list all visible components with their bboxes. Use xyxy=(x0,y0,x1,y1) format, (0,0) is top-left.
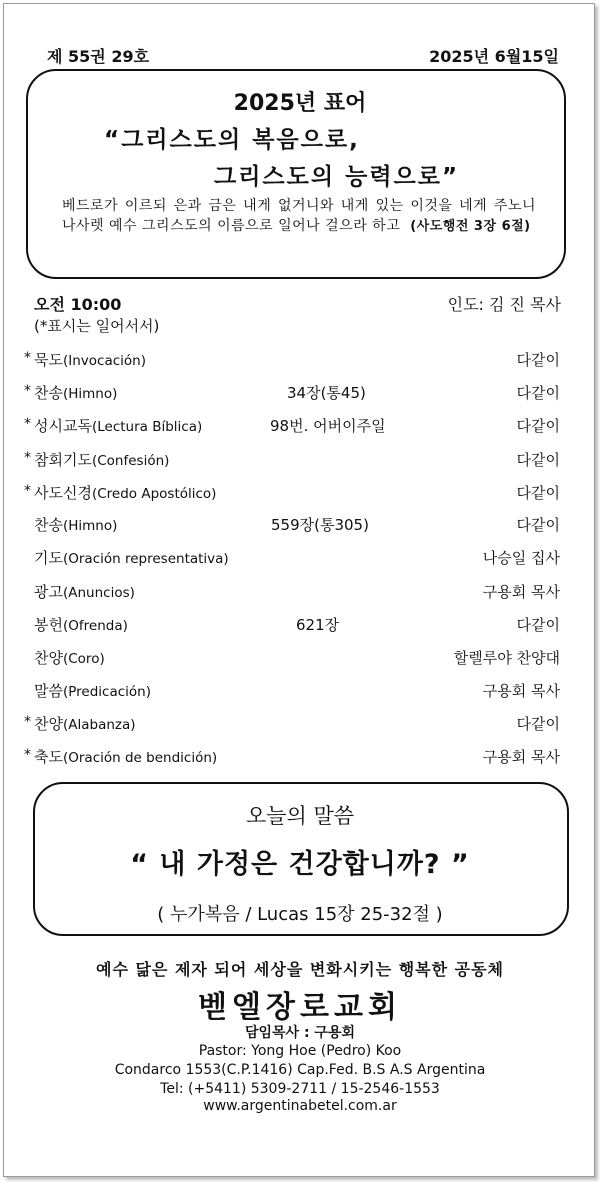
service-time: 오전 10:00 xyxy=(34,295,122,314)
worship-item-leader: 구용회 목사 xyxy=(482,583,560,601)
sermon-reference: ( 누가복음 / Lucas 15장 25-32절 ) xyxy=(157,904,443,925)
worship-item-korean: 성시교독 xyxy=(34,417,92,435)
pastor-name-en: Pastor: Yong Hoe (Pedro) Koo xyxy=(198,1043,402,1059)
worship-item xyxy=(0,614,600,638)
worship-item-name xyxy=(34,680,151,701)
worship-item-spanish: (Oración representativa) xyxy=(62,551,229,567)
worship-item xyxy=(0,415,600,439)
motto-verse-text: 베드로가 이르되 은과 금은 내게 없거니와 내게 있는 이것을 네게 주노니 나사렛 예수 그리스도의 이름으로 일어나 걸으라 하고 xyxy=(62,198,536,234)
worship-item-korean: 찬송 xyxy=(34,384,63,402)
standing-marker: * xyxy=(24,450,31,466)
worship-item-korean: 묵도 xyxy=(34,351,63,369)
worship-item-leader: 구용회 목사 xyxy=(482,748,560,766)
standing-marker: * xyxy=(24,714,31,730)
worship-item-name xyxy=(34,349,146,370)
motto-verse xyxy=(62,196,536,237)
worship-item-leader: 다같이 xyxy=(516,417,560,435)
church-mission: 예수 닮은 제자 되어 세상을 변화시키는 행복한 공동체 xyxy=(95,960,505,979)
worship-item-leader: 할렐루야 찬양대 xyxy=(453,649,560,667)
worship-item xyxy=(0,482,600,506)
sermon-title: “ 내 가정은 건강합니까? ” xyxy=(130,849,470,880)
senior-pastor: 담임목사 : 구용회 xyxy=(244,1025,355,1041)
worship-item-korean: 말씀 xyxy=(34,682,63,700)
church-phone: Tel: (+5411) 5309-2711 / 15-2546-1553 xyxy=(160,1081,440,1097)
standing-marker: * xyxy=(24,483,31,499)
worship-item-spanish: (Predicación) xyxy=(62,684,151,700)
worship-item-leader: 다같이 xyxy=(516,484,560,502)
worship-item xyxy=(0,746,600,770)
worship-item-name xyxy=(34,449,169,470)
worship-item-name xyxy=(34,746,217,767)
worship-item-korean: 사도신경 xyxy=(34,484,92,502)
bulletin-date: 2025년 6월15일 xyxy=(429,47,559,66)
worship-item xyxy=(0,514,600,538)
worship-item-name xyxy=(34,514,117,535)
worship-item xyxy=(0,547,600,571)
worship-item-spanish: (Himno) xyxy=(62,518,118,534)
motto-line-2: 그리스도의 능력으로” xyxy=(214,164,460,190)
worship-item-leader: 다같이 xyxy=(516,384,560,402)
worship-item-name xyxy=(34,614,128,635)
worship-item-spanish: (Confesión) xyxy=(91,453,170,469)
worship-item-spanish: (Oración de bendición) xyxy=(62,750,218,766)
worship-item-spanish: (Himno) xyxy=(62,386,118,402)
standing-note: (*표시는 일어서서) xyxy=(34,317,160,335)
worship-item-leader: 다같이 xyxy=(516,516,560,534)
church-website: www.argentinabetel.com.ar xyxy=(203,1098,397,1114)
worship-item-leader: 나승일 집사 xyxy=(482,549,560,567)
church-name: 벧엘장로교회 xyxy=(198,990,402,1025)
worship-item-leader: 다같이 xyxy=(516,451,560,469)
standing-marker: * xyxy=(24,350,31,366)
worship-item xyxy=(0,647,600,671)
service-leader: 인도: 김 진 목사 xyxy=(447,295,561,314)
worship-item-korean: 봉헌 xyxy=(34,616,63,634)
standing-marker: * xyxy=(24,416,31,432)
worship-item-name xyxy=(34,415,202,436)
worship-item-korean: 찬양 xyxy=(34,715,63,733)
worship-item-leader: 다같이 xyxy=(516,715,560,733)
worship-item-leader: 구용회 목사 xyxy=(482,682,560,700)
worship-item-korean: 참회기도 xyxy=(34,451,92,469)
worship-item-spanish: (Ofrenda) xyxy=(62,618,128,634)
standing-marker: * xyxy=(24,383,31,399)
worship-item-spanish: (Lectura Bíblica) xyxy=(91,419,203,435)
worship-item-spanish: (Anuncios) xyxy=(62,585,135,601)
worship-item xyxy=(0,349,600,373)
worship-item-korean: 찬송 xyxy=(34,516,63,534)
worship-item-name xyxy=(34,547,229,568)
worship-item-name xyxy=(34,482,216,503)
worship-item-korean: 광고 xyxy=(34,583,63,601)
worship-item-detail: 621장 xyxy=(296,616,340,634)
worship-item-detail: 559장(통305) xyxy=(271,516,369,534)
worship-item-leader: 다같이 xyxy=(516,616,560,634)
worship-item-leader: 다같이 xyxy=(516,351,560,369)
volume-number: 제 55권 29호 xyxy=(47,47,150,66)
worship-item-korean: 축도 xyxy=(34,748,63,766)
worship-item-name xyxy=(34,713,136,734)
worship-item xyxy=(0,449,600,473)
worship-item-name xyxy=(34,647,105,668)
sermon-heading: 오늘의 말씀 xyxy=(245,804,355,828)
worship-item xyxy=(0,581,600,605)
worship-item-detail: 98번. 어버이주일 xyxy=(270,417,386,435)
worship-item-korean: 찬양 xyxy=(34,649,63,667)
worship-item-spanish: (Credo Apostólico) xyxy=(91,486,217,502)
motto-title: 2025년 표어 xyxy=(233,91,367,116)
worship-item-spanish: (Invocación) xyxy=(62,353,146,369)
worship-item-spanish: (Alabanza) xyxy=(62,717,136,733)
worship-item-korean: 기도 xyxy=(34,549,63,567)
worship-item-spanish: (Coro) xyxy=(62,651,105,667)
worship-item xyxy=(0,713,600,737)
worship-item xyxy=(0,680,600,704)
worship-item-detail: 34장(통45) xyxy=(287,384,366,402)
motto-line-1: “그리스도의 복음으로, xyxy=(104,127,360,153)
motto-verse-reference: (사도행전 3장 6절) xyxy=(410,219,531,234)
church-address: Condarco 1553(C.P.1416) Cap.Fed. B.S A.S Argentina xyxy=(114,1062,486,1078)
worship-item-name xyxy=(34,581,135,602)
standing-marker: * xyxy=(24,747,31,763)
worship-item-name xyxy=(34,382,117,403)
worship-item xyxy=(0,382,600,406)
